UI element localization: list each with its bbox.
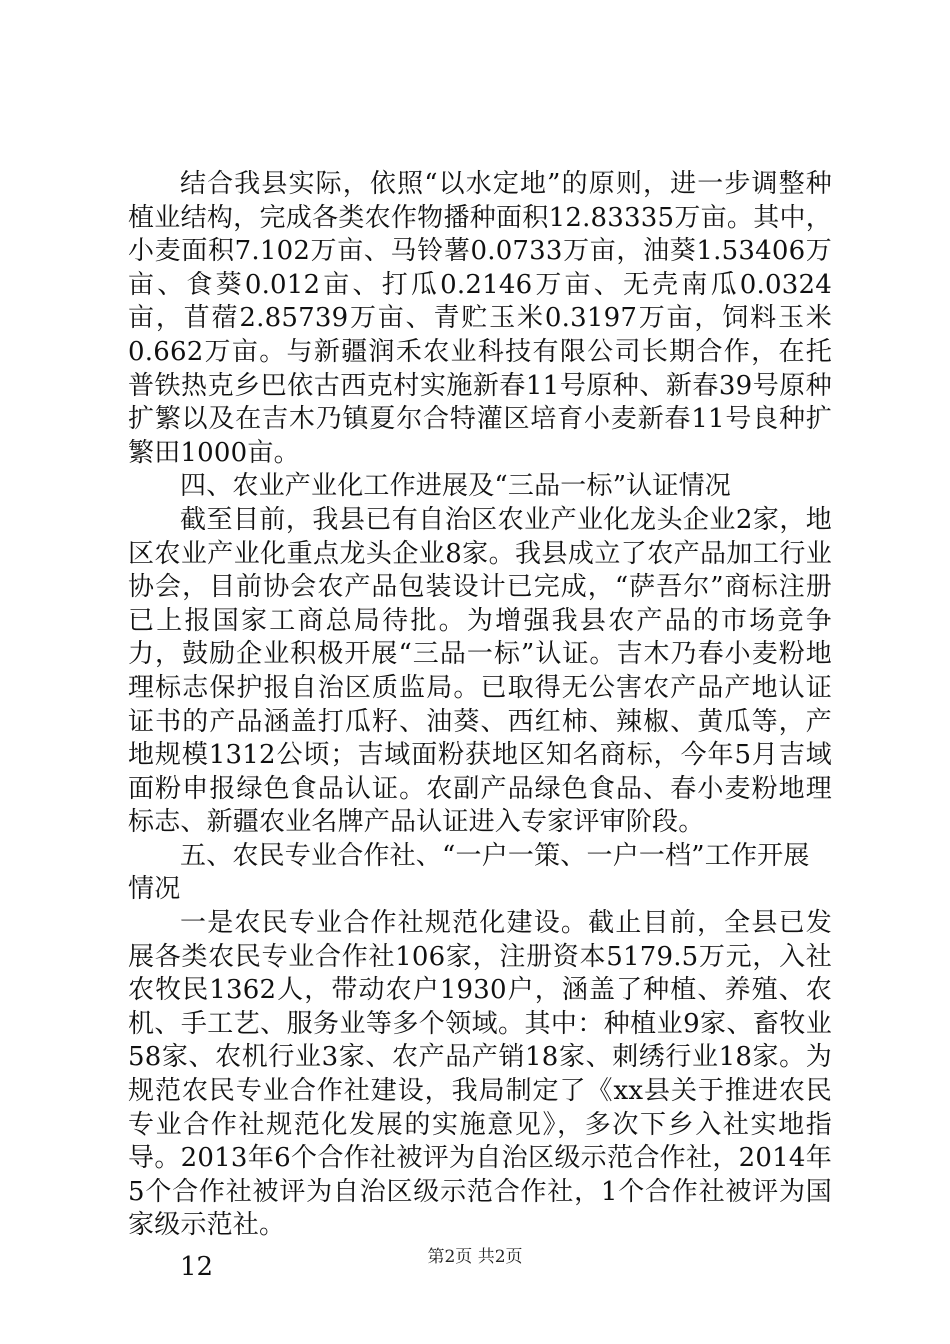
paragraph-planting-structure: 结合我县实际，依照“以水定地”的原则，进一步调整种植业结构，完成各类农作物播种面积12.83335万亩。其中，小麦面积7.102万亩、马铃薯0.0733万亩，油葵1.53406万亩、食葵0.012亩、打瓜0.2146万亩、无壳南瓜0.0324亩，苜蓿2.85739万亩、青贮玉米0.3197万亩，饲料玉米0.662万亩。与新疆润禾农业科技有限公司长期合作，在托普铁热克乡巴依古西克村实施新春11号原种、新春39号原种扩繁以及在吉木乃镇夏尔合特灌区培育小麦新春11号良种扩繁田1000亩。: [128, 169, 832, 468]
page-footer: 第2页 共2页: [427, 1247, 523, 1267]
trailing-number: 12: [180, 1252, 214, 1282]
paragraph-industrialization: 截至目前，我县已有自治区农业产业化龙头企业2家，地区农业产业化重点龙头企业8家。我县成立了农产品加工行业协会，目前协会农产品包装设计已完成，“萨吾尔”商标注册已上报国家工商总局待批。为增强我县农产品的市场竞争力，鼓励企业积极开展“三品一标”认证。吉木乃春小麦粉地理标志保护报自治区质监局。已取得无公害农产品产地认证证书的产品涵盖打瓜籽、油葵、西红柿、辣椒、黄瓜等，产地规模1312公顷；吉域面粉获地区知名商标，今年5月吉域面粉申报绿色食品认证。农副产品绿色食品、春小麦粉地理标志、新疆农业名牌产品认证进入专家评审阶段。: [128, 504, 832, 838]
paragraph-cooperatives: 一是农民专业合作社规范化建设。截止目前，全县已发展各类农民专业合作社106家，注册资本5179.5万元，入社农牧民1362人，带动农户1930户，涵盖了种植、养殖、农机、手工艺、服务业等多个领域。其中：种植业9家、畜牧业58家、农机行业3家、农产品产销18家、刺绣行业18家。为规范农民专业合作社建设，我局制定了《xx县关于推进农民专业合作社规范化发展的实施意见》，多次下乡入社实地指导。2013年6个合作社被评为自治区级示范合作社，2014年5个合作社被评为自治区级示范合作社，1个合作社被评为国家级示范社。: [128, 908, 832, 1241]
section-heading-cooperatives: 五、农民专业合作社、“一户一策、一户一档”工作开展情况: [128, 840, 810, 905]
section-heading-industrialization: 四、农业产业化工作进展及“三品一标”认证情况: [180, 471, 731, 502]
document-body: [128, 168, 832, 1285]
